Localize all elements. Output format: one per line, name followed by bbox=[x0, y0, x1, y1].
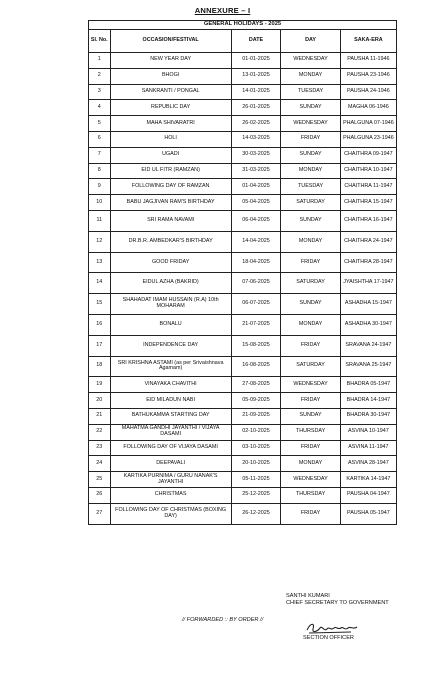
cell-occasion: FOLLOWING DAY OF VIJAYA DASAMI bbox=[110, 440, 231, 456]
cell-date: 14-04-2025 bbox=[231, 231, 281, 252]
table-row bbox=[89, 314, 397, 335]
cell-sl-no: 19 bbox=[89, 377, 111, 393]
cell-saka-era: CHAITHRA 28-1947 bbox=[340, 252, 396, 273]
cell-saka-era: BHADRA 05-1947 bbox=[340, 377, 396, 393]
cell-saka-era: CHAITHRA 10-1947 bbox=[340, 163, 396, 179]
table-row bbox=[89, 195, 397, 211]
cell-date: 14-03-2025 bbox=[231, 131, 281, 147]
cell-date: 02-10-2025 bbox=[231, 424, 281, 440]
cell-sl-no: 16 bbox=[89, 314, 111, 335]
table-row bbox=[89, 472, 397, 488]
cell-date: 27-08-2025 bbox=[231, 377, 281, 393]
cell-occasion: DR.B.R. AMBEDKAR'S BIRTHDAY bbox=[110, 231, 231, 252]
cell-saka-era: ASHADHA 15-1947 bbox=[340, 294, 396, 315]
cell-sl-no: 18 bbox=[89, 356, 111, 377]
cell-saka-era: ASHADHA 30-1947 bbox=[340, 314, 396, 335]
cell-sl-no: 25 bbox=[89, 472, 111, 488]
cell-saka-era: PAUSHA 23-1946 bbox=[340, 68, 396, 84]
cell-saka-era: PAUSHA 04-1947 bbox=[340, 487, 396, 503]
cell-sl-no: 23 bbox=[89, 440, 111, 456]
cell-sl-no: 8 bbox=[89, 163, 111, 179]
cell-sl-no: 17 bbox=[89, 335, 111, 356]
cell-day: SUNDAY bbox=[281, 408, 340, 424]
annexure-title: ANNEXURE – I bbox=[194, 6, 251, 15]
cell-day: WEDNESDAY bbox=[281, 472, 340, 488]
forwarded-line: // FORWARDED :: BY ORDER // bbox=[182, 617, 264, 623]
cell-occasion: SRI RAMA NAVAMI bbox=[110, 210, 231, 231]
cell-occasion: SRI KRISHNA ASTAMI (as per Srivaishnava Agamam) bbox=[110, 356, 231, 377]
cell-occasion: EID UL FITR (RAMZAN) bbox=[110, 163, 231, 179]
cell-occasion: EID MILADUN NABI bbox=[110, 393, 231, 409]
table-row bbox=[89, 231, 397, 252]
table-row bbox=[89, 147, 397, 163]
cell-occasion: EIDUL AZHA (BAKRID) bbox=[110, 273, 231, 294]
cell-occasion: SHAHADAT IMAM HUSSAIN (R.A) 10th MOHARAM bbox=[110, 294, 231, 315]
cell-date: 31-03-2025 bbox=[231, 163, 281, 179]
cell-saka-era: ASVINA 28-1947 bbox=[340, 456, 396, 472]
cell-occasion: BABU JAGJIVAN RAM'S BIRTHDAY bbox=[110, 195, 231, 211]
cell-date: 30-03-2025 bbox=[231, 147, 281, 163]
cell-occasion: SANKRANTI / PONGAL bbox=[110, 84, 231, 100]
table-row bbox=[89, 377, 397, 393]
table-row bbox=[89, 440, 397, 456]
cell-saka-era: PAUSHA 11-1946 bbox=[340, 53, 396, 69]
cell-day: MONDAY bbox=[281, 456, 340, 472]
cell-sl-no: 4 bbox=[89, 100, 111, 116]
cell-date: 26-02-2025 bbox=[231, 116, 281, 132]
cell-day: SUNDAY bbox=[281, 147, 340, 163]
cell-sl-no: 2 bbox=[89, 68, 111, 84]
cell-occasion: INDEPENDENCE DAY bbox=[110, 335, 231, 356]
table-row bbox=[89, 116, 397, 132]
cell-sl-no: 3 bbox=[89, 84, 111, 100]
cell-date: 01-01-2025 bbox=[231, 53, 281, 69]
cell-date: 07-06-2025 bbox=[231, 273, 281, 294]
cell-saka-era: CHAITHRA 15-1947 bbox=[340, 195, 396, 211]
cell-saka-era: PAUSHA 05-1947 bbox=[340, 503, 396, 524]
cell-saka-era: KARTIKA 14-1947 bbox=[340, 472, 396, 488]
table-row bbox=[89, 84, 397, 100]
cell-saka-era: CHAITHRA 16-1947 bbox=[340, 210, 396, 231]
table-row bbox=[89, 456, 397, 472]
table-row bbox=[89, 163, 397, 179]
table-row bbox=[89, 131, 397, 147]
cell-sl-no: 9 bbox=[89, 179, 111, 195]
cell-sl-no: 5 bbox=[89, 116, 111, 132]
cell-day: FRIDAY bbox=[281, 335, 340, 356]
cell-occasion: FOLLOWING DAY OF RAMZAN bbox=[110, 179, 231, 195]
cell-occasion: KARTIKA PURNIMA / GURU NANAK'S JAYANTHI bbox=[110, 472, 231, 488]
header-day: DAY bbox=[281, 30, 340, 53]
section-officer-title: SECTION OFFICER bbox=[303, 635, 354, 641]
cell-occasion: UGADI bbox=[110, 147, 231, 163]
cell-occasion: BONALU bbox=[110, 314, 231, 335]
table-row bbox=[89, 53, 397, 69]
header-sl-no: Sl. No. bbox=[89, 30, 111, 53]
cell-day: SATURDAY bbox=[281, 273, 340, 294]
cell-sl-no: 7 bbox=[89, 147, 111, 163]
table-row bbox=[89, 503, 397, 524]
cell-occasion: CHRISTMAS bbox=[110, 487, 231, 503]
cell-date: 05-09-2025 bbox=[231, 393, 281, 409]
cell-day: MONDAY bbox=[281, 163, 340, 179]
cell-sl-no: 12 bbox=[89, 231, 111, 252]
cell-day: FRIDAY bbox=[281, 503, 340, 524]
cell-saka-era: ASVINA 11-1947 bbox=[340, 440, 396, 456]
cell-occasion: FOLLOWING DAY OF CHRISTMAS (BOXING DAY) bbox=[110, 503, 231, 524]
holiday-table bbox=[88, 20, 397, 525]
cell-day: TUESDAY bbox=[281, 179, 340, 195]
cell-occasion: MAHATMA GANDHI JAYANTHI / VIJAYA DASAMI bbox=[110, 424, 231, 440]
cell-occasion: BATHUKAMMA STARTING DAY bbox=[110, 408, 231, 424]
table-row bbox=[89, 273, 397, 294]
cell-day: WEDNESDAY bbox=[281, 377, 340, 393]
table-row bbox=[89, 179, 397, 195]
signature-block bbox=[286, 593, 426, 607]
cell-saka-era: CHAITHRA 11-1947 bbox=[340, 179, 396, 195]
cell-date: 13-01-2025 bbox=[231, 68, 281, 84]
cell-sl-no: 6 bbox=[89, 131, 111, 147]
cell-day: FRIDAY bbox=[281, 252, 340, 273]
cell-occasion: BHOGI bbox=[110, 68, 231, 84]
table-row bbox=[89, 487, 397, 503]
cell-sl-no: 15 bbox=[89, 294, 111, 315]
signatory-name: SANTHI KUMARI bbox=[286, 593, 330, 599]
cell-day: MONDAY bbox=[281, 314, 340, 335]
table-title: GENERAL HOLIDAYS - 2025 bbox=[89, 21, 397, 30]
cell-day: SUNDAY bbox=[281, 294, 340, 315]
cell-saka-era: MAGHA 06-1946 bbox=[340, 100, 396, 116]
cell-sl-no: 26 bbox=[89, 487, 111, 503]
table-row bbox=[89, 294, 397, 315]
cell-date: 26-01-2025 bbox=[231, 100, 281, 116]
header-saka-era: SAKA-ERA bbox=[340, 30, 396, 53]
header-date: DATE bbox=[231, 30, 281, 53]
cell-saka-era: PHALGUNA 23-1946 bbox=[340, 131, 396, 147]
cell-saka-era: SRAVANA 25-1947 bbox=[340, 356, 396, 377]
cell-sl-no: 21 bbox=[89, 408, 111, 424]
cell-date: 18-04-2025 bbox=[231, 252, 281, 273]
cell-date: 16-08-2025 bbox=[231, 356, 281, 377]
table-row bbox=[89, 356, 397, 377]
cell-saka-era: SRAVANA 24-1947 bbox=[340, 335, 396, 356]
cell-date: 03-10-2025 bbox=[231, 440, 281, 456]
cell-day: FRIDAY bbox=[281, 393, 340, 409]
cell-saka-era: PAUSHA 24-1946 bbox=[340, 84, 396, 100]
cell-sl-no: 22 bbox=[89, 424, 111, 440]
cell-occasion: REPUBLIC DAY bbox=[110, 100, 231, 116]
cell-sl-no: 20 bbox=[89, 393, 111, 409]
cell-occasion: HOLI bbox=[110, 131, 231, 147]
cell-occasion: NEW YEAR DAY bbox=[110, 53, 231, 69]
cell-date: 14-01-2025 bbox=[231, 84, 281, 100]
cell-date: 05-11-2025 bbox=[231, 472, 281, 488]
table-row bbox=[89, 393, 397, 409]
cell-occasion: GOOD FRIDAY bbox=[110, 252, 231, 273]
cell-day: MONDAY bbox=[281, 68, 340, 84]
cell-occasion: VINAYAKA CHAVITHI bbox=[110, 377, 231, 393]
cell-sl-no: 10 bbox=[89, 195, 111, 211]
table-row bbox=[89, 100, 397, 116]
cell-saka-era: PHALGUNA 07-1946 bbox=[340, 116, 396, 132]
cell-saka-era: ASVINA 10-1947 bbox=[340, 424, 396, 440]
cell-day: WEDNESDAY bbox=[281, 53, 340, 69]
handwritten-signature bbox=[305, 620, 365, 636]
cell-saka-era: JYAISHTHA 17-1947 bbox=[340, 273, 396, 294]
cell-day: THURSDAY bbox=[281, 487, 340, 503]
holiday-rows bbox=[89, 53, 397, 525]
cell-sl-no: 13 bbox=[89, 252, 111, 273]
cell-saka-era: CHAITHRA 09-1947 bbox=[340, 147, 396, 163]
table-row bbox=[89, 408, 397, 424]
cell-occasion: DEEPAVALI bbox=[110, 456, 231, 472]
cell-occasion: MAHA SHIVARATRI bbox=[110, 116, 231, 132]
cell-sl-no: 1 bbox=[89, 53, 111, 69]
cell-date: 21-09-2025 bbox=[231, 408, 281, 424]
cell-day: SATURDAY bbox=[281, 356, 340, 377]
cell-day: FRIDAY bbox=[281, 440, 340, 456]
table-row bbox=[89, 210, 397, 231]
cell-saka-era: CHAITHRA 24-1947 bbox=[340, 231, 396, 252]
cell-day: FRIDAY bbox=[281, 131, 340, 147]
header-occasion: OCCASION/FESTIVAL bbox=[110, 30, 231, 53]
cell-day: SUNDAY bbox=[281, 100, 340, 116]
cell-day: SATURDAY bbox=[281, 195, 340, 211]
cell-date: 21-07-2025 bbox=[231, 314, 281, 335]
cell-sl-no: 14 bbox=[89, 273, 111, 294]
cell-day: WEDNESDAY bbox=[281, 116, 340, 132]
cell-day: MONDAY bbox=[281, 231, 340, 252]
cell-date: 25-12-2025 bbox=[231, 487, 281, 503]
signatory-designation: CHIEF SECRETARY TO GOVERNMENT bbox=[286, 600, 389, 606]
cell-date: 15-08-2025 bbox=[231, 335, 281, 356]
table-row bbox=[89, 252, 397, 273]
cell-date: 06-07-2025 bbox=[231, 294, 281, 315]
cell-date: 01-04-2025 bbox=[231, 179, 281, 195]
cell-date: 05-04-2025 bbox=[231, 195, 281, 211]
cell-saka-era: BHADRA 30-1947 bbox=[340, 408, 396, 424]
cell-saka-era: BHADRA 14-1947 bbox=[340, 393, 396, 409]
cell-date: 20-10-2025 bbox=[231, 456, 281, 472]
table-row bbox=[89, 68, 397, 84]
cell-date: 06-04-2025 bbox=[231, 210, 281, 231]
cell-day: TUESDAY bbox=[281, 84, 340, 100]
cell-sl-no: 24 bbox=[89, 456, 111, 472]
table-row bbox=[89, 424, 397, 440]
cell-day: THURSDAY bbox=[281, 424, 340, 440]
cell-sl-no: 11 bbox=[89, 210, 111, 231]
table-row bbox=[89, 335, 397, 356]
cell-sl-no: 27 bbox=[89, 503, 111, 524]
cell-day: SUNDAY bbox=[281, 210, 340, 231]
cell-date: 26-12-2025 bbox=[231, 503, 281, 524]
